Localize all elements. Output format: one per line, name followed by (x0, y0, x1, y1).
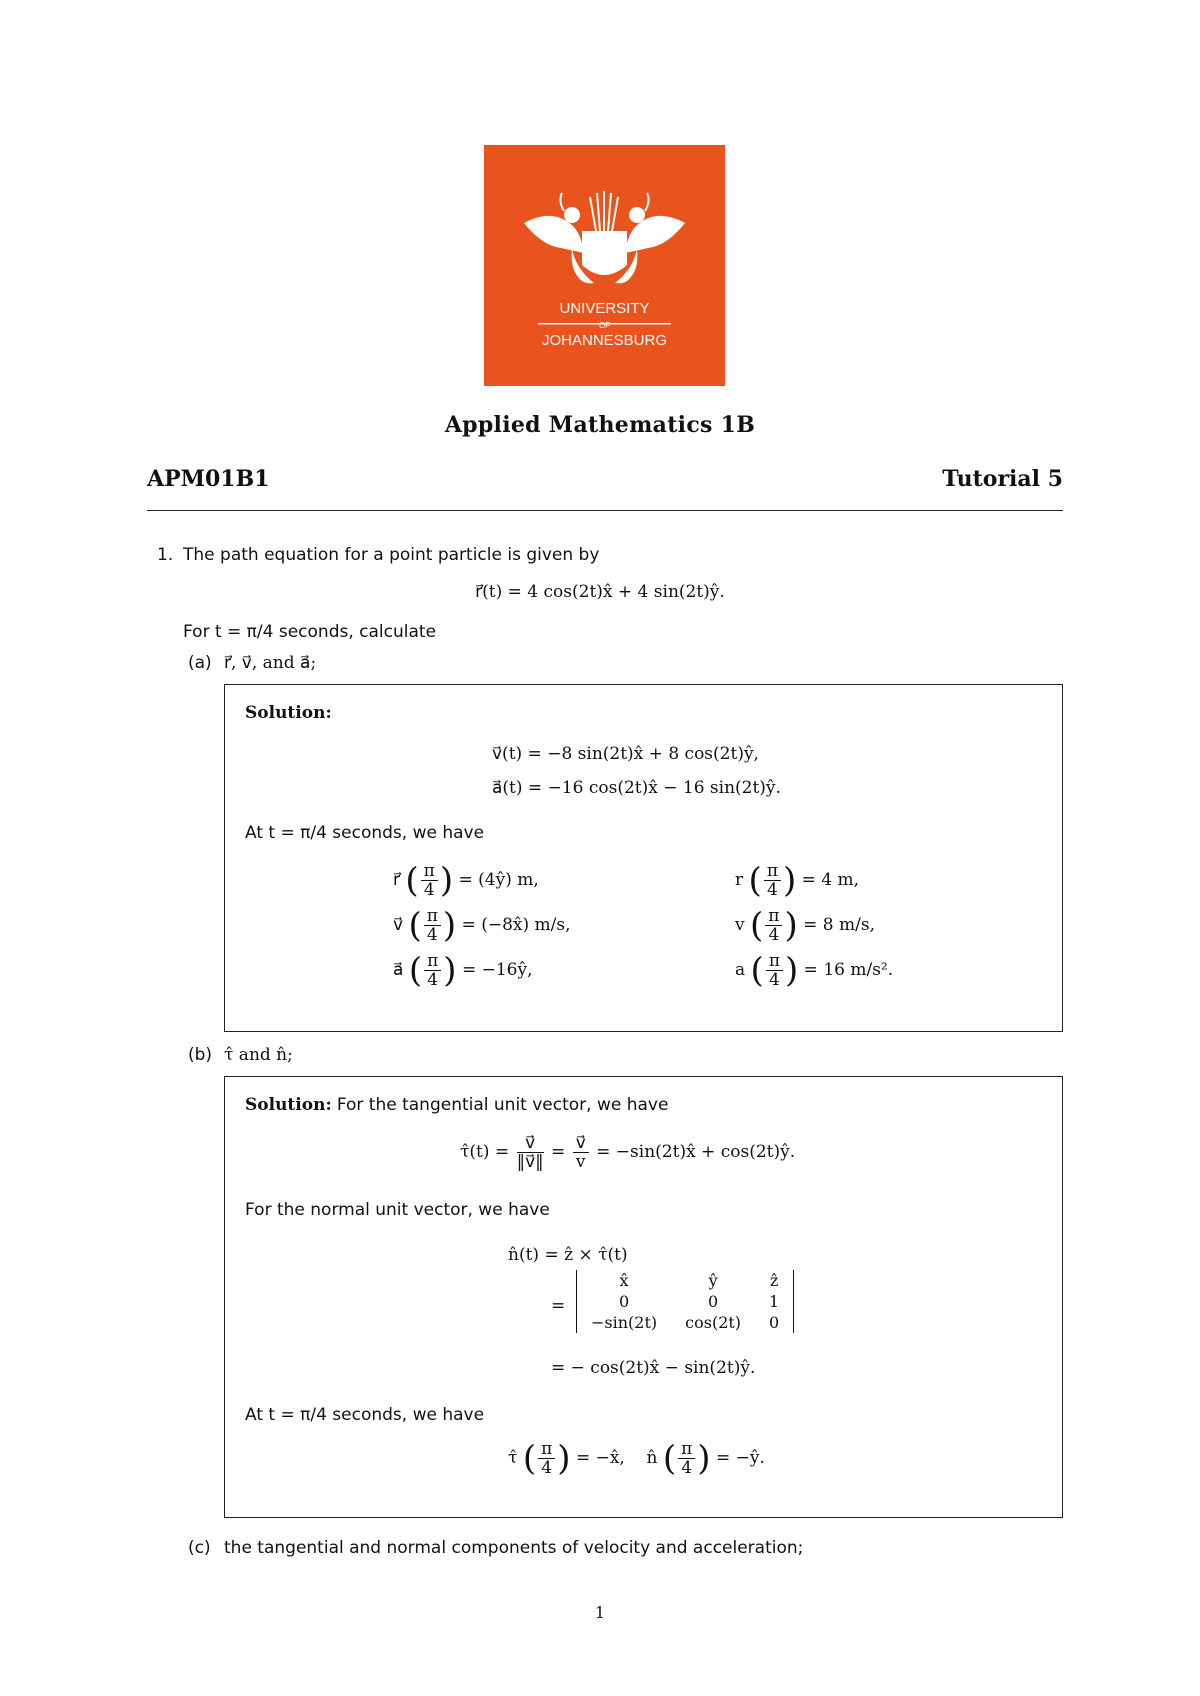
velocity-equation: v⃗(t) = −8 sin(2t)x̂ + 8 cos(2t)ŷ, (492, 744, 759, 764)
r-mag-row (735, 862, 859, 899)
pi-over-4 (765, 907, 782, 944)
tutorial-number: Tutorial 5 (942, 466, 1063, 492)
question-number: 1. (157, 545, 174, 565)
paren-left: ( (750, 905, 764, 946)
paren-left: ( (662, 1438, 677, 1479)
paren-right: ) (784, 905, 798, 946)
part-b-label: (b) (188, 1045, 213, 1065)
logo-line3: JOHANNESBURG (541, 332, 668, 349)
logo-line2: OF (598, 321, 611, 330)
frac-den: 4 (541, 1458, 553, 1478)
a-mag-symbol: a (735, 960, 746, 980)
frac-num: π (538, 1440, 555, 1459)
paren-left: ( (522, 1438, 537, 1479)
acceleration-equation: a⃗(t) = −16 cos(2t)x̂ − 16 sin(2t)ŷ. (492, 778, 781, 798)
normal-def: n̂(t) = ẑ × τ̂(t) (508, 1245, 628, 1265)
paren-left: ( (748, 860, 762, 901)
frac-num: π (766, 952, 783, 971)
frac-num: v⃗ (517, 1134, 544, 1153)
normal-intro: For the normal unit vector, we have (245, 1200, 550, 1220)
paren-right: ) (557, 1438, 571, 1479)
part-c-text: the tangential and normal components of velocity and acceleration; (224, 1538, 804, 1558)
det-cell: ŷ (708, 1271, 718, 1290)
solution-a-at-t: At t = π/4 seconds, we have (245, 823, 485, 843)
normal-result: = − cos(2t)x̂ − sin(2t)ŷ. (551, 1358, 756, 1378)
frac-den: ‖v⃗‖ (516, 1152, 544, 1172)
frac-num: π (421, 862, 438, 881)
frac-num: π (764, 862, 781, 881)
det-cell: x̂ (577, 1270, 672, 1291)
det-row (577, 1270, 794, 1291)
v-at-pi4-row (393, 907, 571, 944)
course-title: Applied Mathematics 1B (444, 412, 756, 438)
v-mag-symbol: v (735, 915, 745, 935)
v-over-norm-v (517, 1134, 544, 1171)
paren-right: ) (442, 905, 457, 946)
frac-num: π (424, 907, 441, 926)
det-cell: 0 (708, 1292, 719, 1311)
solution-a-box (224, 684, 1063, 1032)
r-at-pi4-row (393, 862, 539, 899)
part-c-label: (c) (188, 1538, 211, 1558)
header-divider (147, 510, 1063, 511)
det-row (577, 1291, 794, 1312)
det-row (577, 1312, 794, 1333)
det-cell: 1 (755, 1291, 794, 1312)
tau-rhs: = −sin(2t)x̂ + cos(2t)ŷ. (596, 1142, 796, 1162)
paren-left: ( (405, 860, 419, 901)
frac-den: 4 (427, 970, 439, 990)
question-intro: The path equation for a point particle is given by (183, 545, 600, 565)
course-code: APM01B1 (147, 466, 270, 492)
det-cell: 0 (755, 1312, 794, 1333)
a-vector-value: = −16ŷ, (461, 960, 533, 980)
frac-den: 4 (768, 970, 780, 990)
frac-den: 4 (766, 880, 778, 900)
v-mag-row (735, 907, 875, 944)
frac-num: π (424, 952, 441, 971)
frac-num: π (765, 907, 782, 926)
a-vector-symbol: a⃗ (393, 960, 404, 980)
v-vector-value: = (−8x̂) m/s, (461, 915, 571, 935)
v-over-v (573, 1134, 589, 1171)
path-equation: r⃗(t) = 4 cos(2t)x̂ + 4 sin(2t)ŷ. (475, 582, 725, 602)
pi-over-4 (766, 952, 783, 989)
part-b-text: τ̂ and n̂; (224, 1045, 293, 1065)
r-vector-symbol: r⃗ (393, 870, 400, 890)
frac-den: v (575, 1152, 586, 1172)
solution-b-label: Solution: (245, 1095, 332, 1115)
solution-b-at-t: At t = π/4 seconds, we have (245, 1405, 485, 1425)
unit-vectors-at-pi4 (508, 1440, 765, 1477)
frac-den: 4 (681, 1458, 693, 1478)
paren-right: ) (443, 950, 457, 991)
tangent-intro: For the tangential unit vector, we have (336, 1095, 669, 1115)
a-at-pi4-row (393, 952, 533, 989)
det-cell: ẑ (755, 1270, 794, 1291)
solution-a-label: Solution: (245, 703, 332, 723)
paren-right: ) (783, 860, 797, 901)
n-symbol: n̂ (646, 1448, 658, 1468)
pi-over-4 (421, 862, 438, 899)
pi-over-4 (538, 1440, 555, 1477)
paren-right: ) (439, 860, 454, 901)
paren-right: ) (697, 1438, 711, 1479)
pi-over-4 (424, 907, 441, 944)
pi-over-4 (424, 952, 441, 989)
frac-num: v⃗ (573, 1134, 589, 1153)
det-cell: 0 (577, 1291, 672, 1312)
frac-den: 4 (426, 925, 438, 945)
a-mag-row (735, 952, 893, 989)
tau-equation (460, 1134, 795, 1171)
question-for-t: For t = π/4 seconds, calculate (183, 622, 437, 642)
tau-value: = −x̂, (575, 1448, 625, 1468)
paren-right: ) (785, 950, 799, 991)
solution-b-header (245, 1095, 668, 1115)
logo-line1: UNIVERSITY (559, 300, 650, 317)
v-vector-symbol: v⃗ (393, 915, 404, 935)
n-value: = −ŷ. (715, 1448, 765, 1468)
a-mag-value: = 16 m/s². (803, 960, 894, 980)
frac-den: 4 (423, 880, 435, 900)
page-number: 1 (594, 1603, 606, 1622)
paren-left: ( (408, 905, 422, 946)
tau-lhs: τ̂(t) = (460, 1142, 510, 1162)
det-cell: cos(2t) (685, 1313, 742, 1332)
logo-emblem (484, 145, 725, 386)
part-a-text: r⃗, v⃗, and a⃗; (224, 653, 317, 673)
equals-sign: = (551, 1142, 566, 1162)
university-logo (484, 145, 725, 386)
det-cell: −sin(2t) (577, 1312, 672, 1333)
part-a-label: (a) (188, 653, 212, 673)
v-mag-value: = 8 m/s, (803, 915, 875, 935)
r-mag-symbol: r (735, 870, 744, 890)
det-equals: = (551, 1296, 566, 1316)
paren-left: ( (750, 950, 764, 991)
paren-left: ( (408, 950, 423, 991)
tau-symbol: τ̂ (508, 1448, 518, 1468)
pi-over-4 (678, 1440, 695, 1477)
determinant-matrix (576, 1270, 794, 1333)
pi-over-4 (764, 862, 781, 899)
frac-num: π (678, 1440, 695, 1459)
r-mag-value: = 4 m, (801, 870, 860, 890)
r-vector-value: = (4ŷ) m, (458, 870, 539, 890)
frac-den: 4 (768, 925, 780, 945)
